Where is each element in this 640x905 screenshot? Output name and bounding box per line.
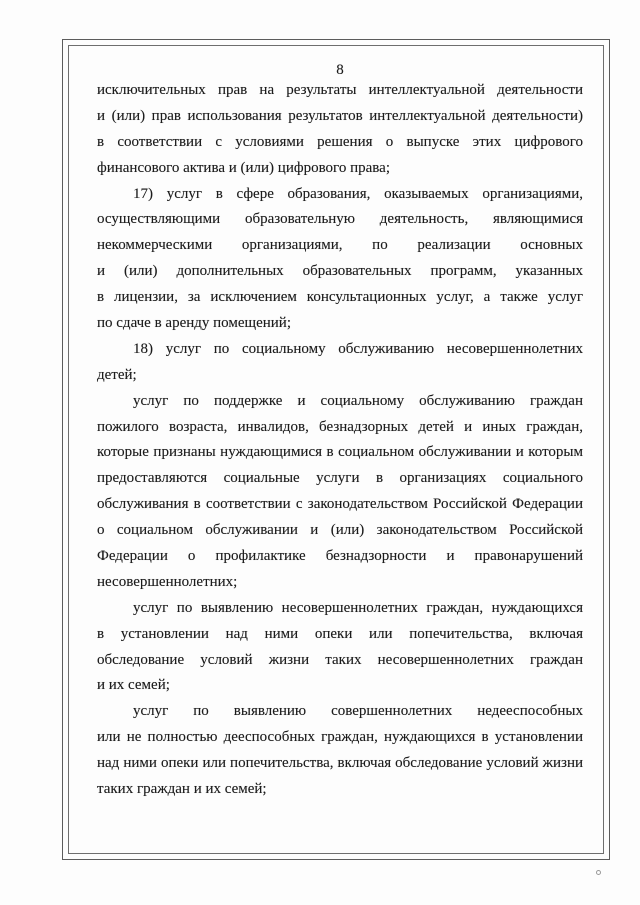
paragraph-adults-guardianship — [97, 699, 583, 803]
text-line: пожилого возраста, инвалидов, безнадзорных детей и иных граждан, — [97, 418, 583, 435]
text-line: исключительных прав на результаты интеллектуальной деятельности — [97, 82, 583, 98]
text-line: о социальном обслуживании и (или) законодательством Российской — [97, 522, 583, 539]
text-line: 17) услуг в сфере образования, оказываемых организациями, — [133, 185, 583, 202]
text-line: над ними опеки или попечительства, включая обследование условий жизни — [97, 755, 583, 772]
text-line: таких граждан и их семей; — [97, 781, 267, 798]
text-line: предоставляются социальные услуги в организациях социального — [97, 470, 583, 487]
document-body — [97, 78, 583, 803]
paragraph-continuation — [97, 78, 583, 182]
text-line: которые признаны нуждающимися в социальном обслуживании и которым — [97, 444, 583, 461]
text-line: в лицензии, за исключением консультационных услуг, а также услуг — [97, 289, 583, 306]
page-number: 8 — [336, 62, 344, 78]
text-line: в соответствии с условиями решения о выпуске этих цифрового — [97, 133, 583, 150]
text-line: несовершеннолетних; — [97, 573, 238, 590]
text-line: обследование условий жизни таких несовершеннолетних граждан — [97, 651, 583, 668]
text-line: 18) услуг по социальному обслуживанию несовершеннолетних — [133, 340, 583, 357]
text-line: или не полностью дееспособных граждан, нуждающихся в установлении — [97, 729, 583, 746]
scan-mark — [596, 870, 601, 875]
text-line: и (или) дополнительных образовательных программ, указанных — [97, 263, 583, 280]
text-line: некоммерческими организациями, по реализации основных — [97, 237, 583, 254]
paragraph-minors-guardianship — [97, 596, 583, 700]
text-line: услуг по выявлению совершеннолетних недееспособных — [133, 703, 583, 720]
paragraph-item-17 — [97, 182, 583, 337]
text-line: Федерации о профилактике безнадзорности и правонарушений — [97, 548, 583, 565]
text-line: в установлении над ними опеки или попечительства, включая — [97, 625, 583, 642]
paragraph-elderly-support-services — [97, 389, 583, 596]
text-line: по сдаче в аренду помещений; — [97, 315, 291, 332]
text-line: осуществляющими образовательную деятельность, являющимися — [97, 211, 583, 228]
text-line: обслуживания в соответствии с законодательством Российской Федерации — [97, 496, 583, 513]
text-line: услуг по выявлению несовершеннолетних граждан, нуждающихся — [133, 599, 583, 616]
text-line: услуг по поддержке и социальному обслуживанию граждан — [133, 392, 583, 409]
paragraph-item-18 — [97, 337, 583, 389]
text-line: финансового актива и (или) цифрового права; — [97, 159, 390, 176]
text-line: и (или) прав использования результатов интеллектуальной деятельности) — [97, 107, 583, 124]
text-line: и их семей; — [97, 677, 170, 694]
text-line: детей; — [97, 366, 137, 383]
